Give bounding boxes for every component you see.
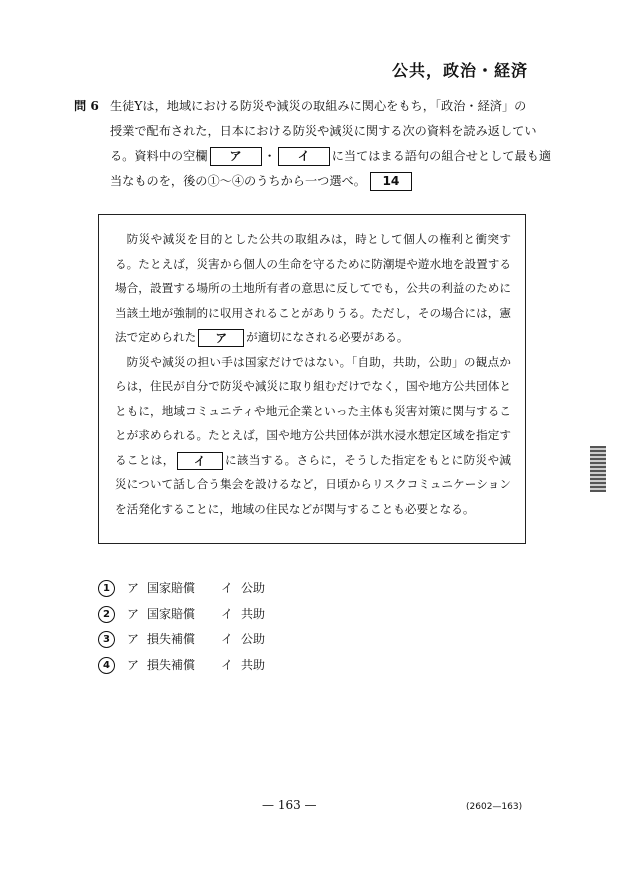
question-line-2 [74,119,537,144]
answer-number-box: 14 [370,172,412,191]
choice-value-a: 損失補償 [147,657,196,672]
question-line-3 [74,144,552,169]
choice-label-a: ア [127,606,140,621]
question-line-4 [74,169,534,194]
page-code: (2602—163) [466,802,523,812]
choice-value-i: 公助 [241,581,266,595]
resource-blank-a: ア [198,329,244,347]
choice-value-i: 共助 [241,657,266,672]
question-text-4: 当なものを，後の①～④のうちから一つ選べ。 [110,174,366,188]
choice-number: 2 [98,606,115,623]
choice-label-a: ア [127,657,140,672]
edge-index-marker [590,446,606,492]
choice-label-i: イ [221,581,234,595]
question-text-3b: に当てはまる語句の組合せとして最も適 [331,149,552,163]
resource-blank-i: イ [177,452,223,470]
blank-separator: ・ [263,149,276,163]
choice-value-i: 共助 [241,606,266,621]
resource-paragraph-2 [115,350,511,522]
question-line-1 [74,94,534,119]
blank-a-box: ア [210,147,262,166]
choice-2[interactable] [98,602,265,628]
choice-value-a: 損失補償 [147,632,196,646]
page-number: — 163 — [262,798,317,812]
answer-choices [98,576,265,678]
choice-label-i: イ [221,606,234,621]
subject-header: 公共，政治・経済 [391,61,528,80]
question-stem [74,94,552,194]
choice-value-i: 公助 [241,632,266,646]
resource-paragraph-1 [115,227,511,350]
resource-text-2b: に該当する。さらに，そうした指定をもとに防災や減災について話し合う集会を設けるなど，日頃からリスクコミュニケーションを活発化することに，地域の住民などが関与することも必要となる。 [115,452,511,516]
choice-value-a: 国家賠償 [147,581,196,595]
choice-number: 3 [98,631,115,648]
question-text-1: 生徒Yは，地域における防災や減災の取組みに関心をもち，「政治・経済」の [110,99,527,113]
choice-label-i: イ [221,632,234,646]
choice-label-i: イ [221,657,234,672]
choice-number: 4 [98,657,115,674]
choice-label-a: ア [127,632,140,646]
choice-number: 1 [98,580,115,597]
choice-1[interactable] [98,576,265,602]
question-text-2: 授業で配布された，日本における防災や減災に関する次の資料を読み返してい [110,124,537,138]
question-text-3a: る。資料中の空欄 [110,149,208,163]
resource-text-1a: 防災や減災を目的とした公共の取組みは，時として個人の権利と衝突する。たとえば，災害から個人の生命を守るために防潮堤や遊水地を設置する場合，設置する場所の土地所有者の意思に反してでも，公共の利益のために当該土地が強制的に収用されることがありうる。ただし，その場合には，憲法で定められた [115,232,511,344]
resource-text-2a: 防災や減災の担い手は国家だけではない。「自助，共助，公助」の観点からは，住民が自分で防災や減災に取り組むだけでなく，国や地方公共団体とともに，地域コミュニティや地元企業といった主体も災害対策に関与することが求められる。たとえば，国や地方公共団体が洪水浸水想定区域を指定することは， [115,354,511,467]
choice-4[interactable] [98,653,265,679]
choice-value-a: 国家賠償 [147,606,196,621]
resource-box [98,214,526,544]
resource-text-1b: が適切になされる必要がある。 [246,330,409,344]
question-number: 問 6 [74,99,99,113]
choice-3[interactable] [98,627,265,653]
blank-i-box: イ [278,147,330,166]
choice-label-a: ア [127,581,140,595]
